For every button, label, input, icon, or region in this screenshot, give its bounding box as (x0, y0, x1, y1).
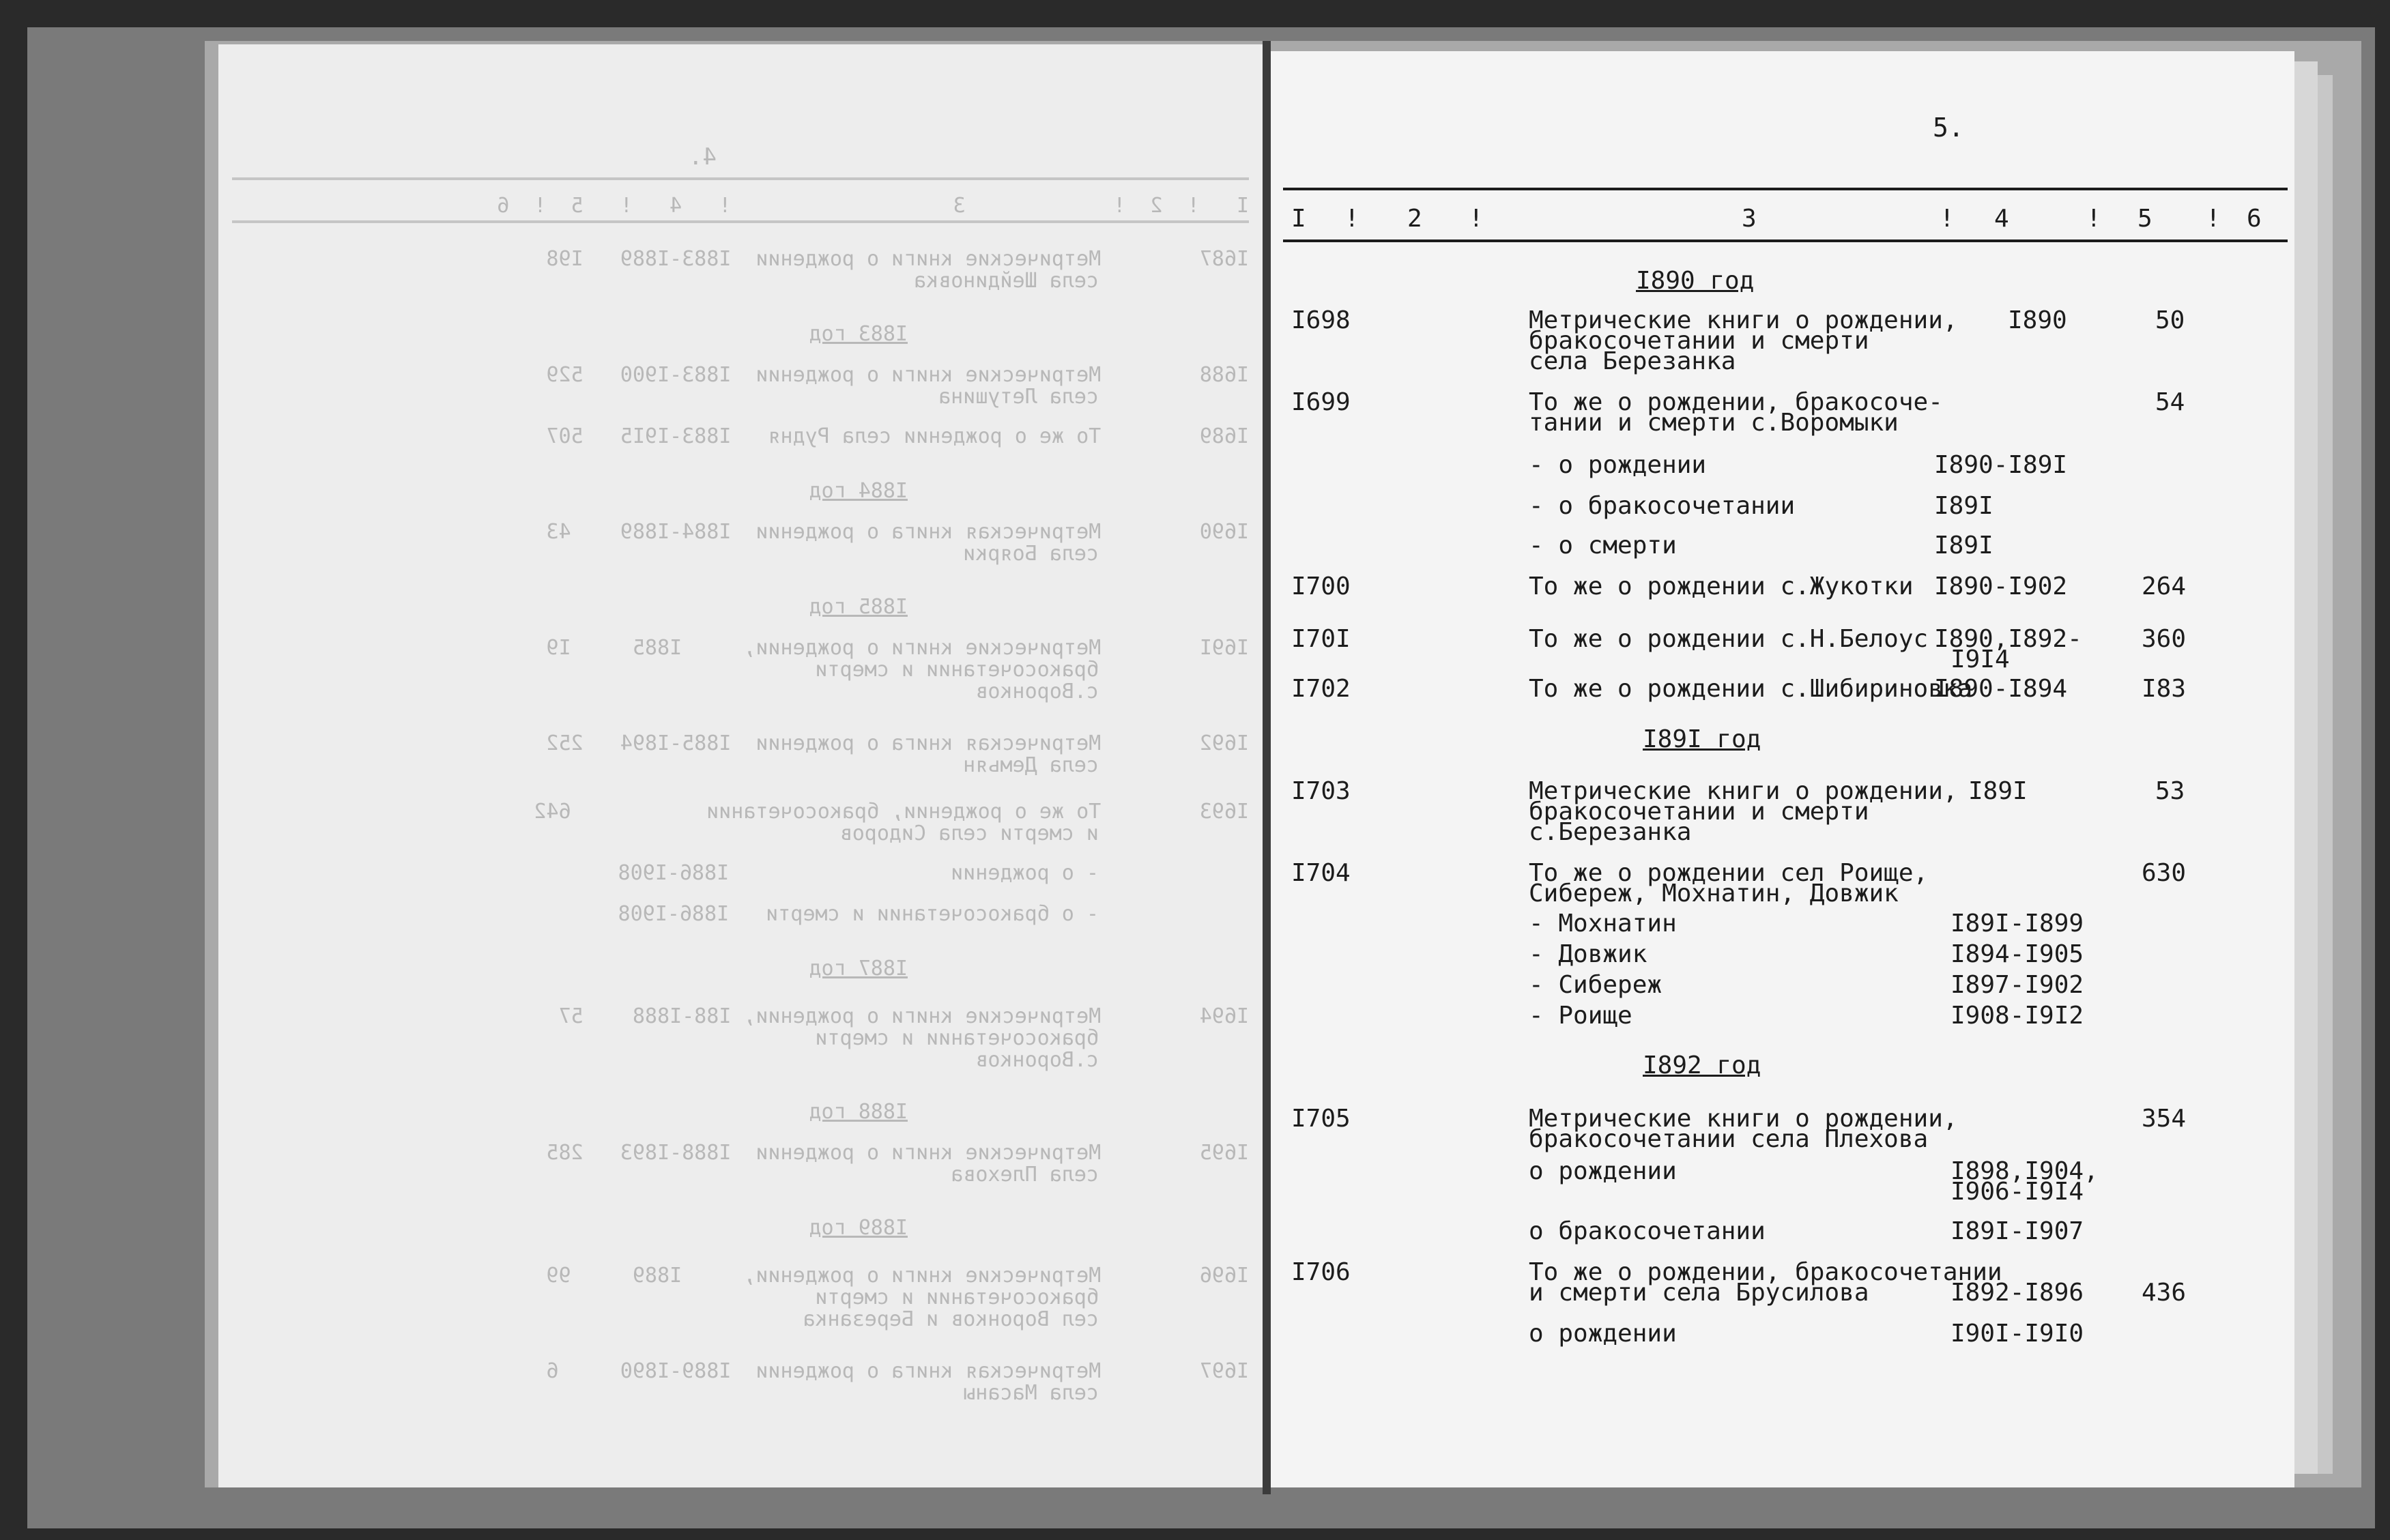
entry-count: 54 (2155, 388, 2185, 416)
col-header-5: 5 (2137, 205, 2153, 233)
entry-number: I698 (1291, 306, 1351, 334)
sub-entry-dates: I90I-I9I0 (1950, 1320, 2084, 1348)
page-edge (2294, 61, 2318, 1474)
sub-entry-dates: I89I-I899 (1950, 910, 2084, 938)
year-heading: I892 год (1643, 1051, 1761, 1079)
entry-title: бракосочетании и смерти (1529, 798, 1869, 826)
entry-dates: I890-I902 (1934, 572, 2068, 600)
entry-title: Метрические книги о рождении, (1529, 306, 1958, 334)
entry-number: I70I (1291, 625, 1351, 653)
entry-title: села Березанка (1529, 347, 1736, 375)
entry-number: I702 (1291, 675, 1351, 703)
sub-entry-dates: I890-I89I (1934, 451, 2068, 479)
sub-entry: о рождении (1529, 1320, 1677, 1348)
entry-number: I699 (1291, 388, 1351, 416)
entry-title: То же о рождении, бракосочетании (1529, 1258, 2002, 1286)
entry-title: Сибереж, Мохнатин, Довжик (1529, 880, 1899, 907)
col-separator: ! (1344, 205, 1359, 233)
col-header-1: I (1291, 205, 1306, 233)
left-page (218, 44, 1263, 1487)
col-separator: ! (1940, 205, 1955, 233)
col-header-2: 2 (1407, 205, 1422, 233)
left-page-number: 4. (689, 143, 717, 171)
entry-count: 354 (2142, 1105, 2187, 1133)
sub-entry: - Сибереж (1529, 971, 1662, 999)
entry-dates: I890 (2008, 306, 2067, 334)
sub-entry: - Мохнатин (1529, 910, 1677, 938)
sub-entry-dates: I898,I904, (1950, 1157, 2099, 1185)
sub-entry: - о рождении (1529, 451, 1707, 479)
entry-number: I706 (1291, 1258, 1351, 1286)
sub-entry-dates: I906-I9I4 (1950, 1178, 2084, 1206)
right-page (1271, 51, 2294, 1487)
entry-title: То же о рождении сел Роище, (1529, 859, 1929, 887)
entry-title: То же о рождении, бракосоче- (1529, 388, 1943, 416)
sub-entry: о бракосочетании (1529, 1217, 1766, 1245)
entry-title: с.Березанка (1529, 818, 1692, 846)
entry-count: 360 (2142, 625, 2187, 653)
entry-count: 50 (2155, 306, 2185, 334)
col-header-6: 6 (2247, 205, 2262, 233)
col-header-4: 4 (1994, 205, 2009, 233)
entry-number: I705 (1291, 1105, 1351, 1133)
entry-title: и смерти села Брусилова (1529, 1279, 1869, 1307)
entry-title: Метрические книги о рождении, (1529, 1105, 1958, 1133)
entry-count: I83 (2142, 675, 2187, 703)
sub-entry: - Довжик (1529, 940, 1647, 968)
sub-entry: - Роище (1529, 1002, 1632, 1030)
page-edge-2 (2318, 75, 2333, 1474)
entry-title: Метрические книги о рождении, (1529, 777, 1958, 805)
entry-count: 630 (2142, 859, 2187, 887)
entry-dates: I892-I896 (1950, 1279, 2084, 1307)
entry-number: I704 (1291, 859, 1351, 887)
entry-count: 436 (2142, 1279, 2187, 1307)
entry-title: То же о рождении с.Н.Белоус (1529, 625, 1929, 653)
entry-title: То же о рождении с.Жукотки (1529, 572, 1914, 600)
entry-title: бракосочетании села Плехова (1529, 1125, 1929, 1153)
col-header-3: 3 (1742, 205, 1757, 233)
book-gutter (1263, 41, 1271, 1494)
sub-entry-dates: I89I-I907 (1950, 1217, 2084, 1245)
sub-entry-dates: I89I (1934, 492, 1993, 520)
entry-count: 53 (2155, 777, 2185, 805)
page-number: 5. (1933, 113, 1964, 143)
sub-entry: - о смерти (1529, 532, 1677, 560)
entry-dates: I890-I894 (1934, 675, 2068, 703)
sub-entry-dates: I894-I905 (1950, 940, 2084, 968)
bleed-through-text: 4. I ! 2 ! 3 ! 4 ! 5 ! 6 I687 Метрические книги о рождении I883-I889 I98 села Шейдиновка I883 год I688 Метрические книги о рождении I883-I900 529 села Летушина I689 То же о рождении села Рудня I883-I9I5 507 I884 год I690 Метрическая книга о рождении I884-I889 43 села Боярки I885 год I69I Метрические книги о рождении, I885 I9 бракосочетании и смерти с.Воронков I692 Метрическая книга о рождении I885-I894 252 села Демьян I693 То же о рождении, бракосочетании 642 и смерти села Сидоров - о рождении I886-I908 - о бракосочетании и смерти I886-I908 I887 год I694 Метрические книги о рождении, I88-I888 57 бракосочетании и смерти с.Воронков I888 год I695 Метрические книги о рождении I888-I893 285 села Плехова I889 год I696 Метрические книги о рождении, I889 99 бракосочетании и смерти сел Воронков и Березанка I697 Метрическая книга о рождении I889-I890 6 села Масаны (218, 44, 1263, 1487)
entry-dates: I9I4 (1950, 645, 2010, 673)
entry-dates: I89I (1968, 777, 2028, 805)
entry-dates: I890,I892- (1934, 625, 2082, 653)
year-heading: I890 год (1636, 267, 1755, 295)
entry-title: тании и смерти с.Воромыки (1529, 409, 1899, 437)
col-separator: ! (1469, 205, 1484, 233)
entry-title: бракосочетании и смерти (1529, 327, 1869, 355)
header-rule-bottom (1283, 239, 2288, 242)
sub-entry: о рождении (1529, 1157, 1677, 1185)
col-separator: ! (2086, 205, 2101, 233)
col-separator: ! (2206, 205, 2221, 233)
sub-entry-dates: I908-I9I2 (1950, 1002, 2084, 1030)
year-heading: I89I год (1643, 725, 1761, 753)
sub-entry-dates: I89I (1934, 532, 1993, 560)
header-rule-top (1283, 188, 2288, 190)
sub-entry-dates: I897-I902 (1950, 971, 2084, 999)
entry-count: 264 (2142, 572, 2187, 600)
entry-number: I703 (1291, 777, 1351, 805)
entry-number: I700 (1291, 572, 1351, 600)
entry-title: То же о рождении с.Шибириновка (1529, 675, 1973, 703)
sub-entry: - о бракосочетании (1529, 492, 1796, 520)
